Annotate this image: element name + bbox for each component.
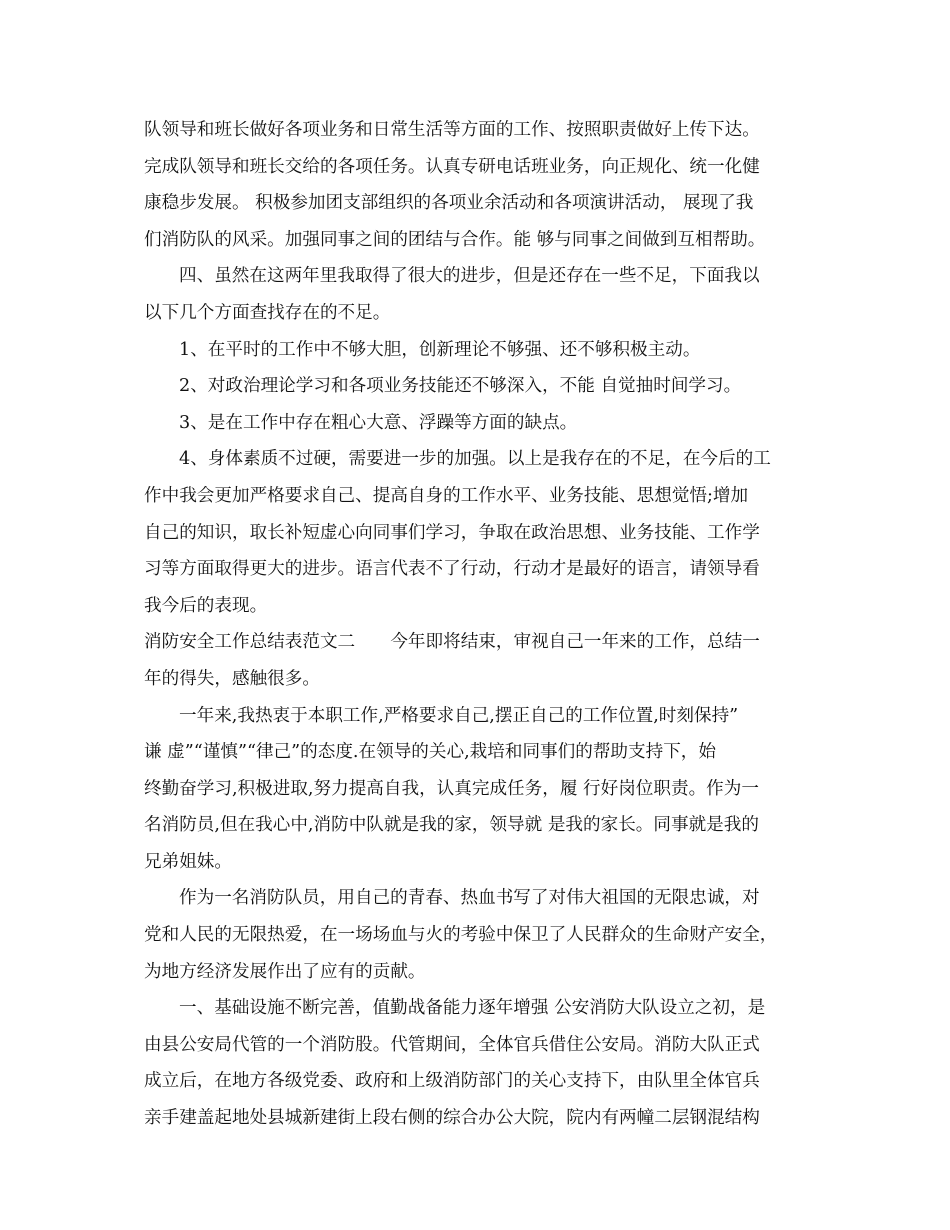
text-line: 队领导和班长做好各项业务和日常生活等方面的工作、按照职责做好上传下达。 <box>144 120 760 140</box>
text-line: 党和人民的无限热爱，在一场场血与火的考验中保卫了人民群众的生命财产安全， <box>144 925 778 946</box>
document-body <box>0 112 950 1137</box>
text-line: 一年来,我热衷于本职工作,严格要求自己,摆正自己的工作位置,时刻保持” <box>179 705 739 726</box>
text-line: 4、身体素质不过硬，需要进一步的加强。以上是我存在的不足，在今后的工 <box>179 449 771 470</box>
text-line: 们消防队的风采。加强同事之间的团结与合作。能 够与同事之间做到互相帮助。 <box>144 229 766 250</box>
text-line: 作为一名消防队员，用自己的青春、热血书写了对伟大祖国的无限忠诚，对 <box>179 888 760 909</box>
text-line: 四、虽然在这两年里我取得了很大的进步，但是还存在一些不足，下面我以 <box>179 266 760 287</box>
text-line: 习等方面取得更大的进步。语言代表不了行动，行动才是最好的语言，请领导看 <box>144 559 760 580</box>
text-line: 名消防员,但在我心中,消防中队就是我的家，领导就 是我的家长。同事就是我的 <box>144 815 759 836</box>
text-line: 为地方经济发展作出了应有的贡献。 <box>144 961 426 982</box>
text-line: 3、是在工作中存在粗心大意、浮躁等方面的缺点。 <box>179 412 578 433</box>
text-line: 成立后，在地方各级党委、政府和上级消防部门的关心支持下，由队里全体官兵 <box>144 1071 760 1092</box>
text-line: 由县公安局代管的一个消防股。代管期间，全体官兵借住公安局。消防大队正式 <box>144 1034 760 1055</box>
text-line: 终勤奋学习,积极进取,努力提高自我，认真完成任务，履 行好岗位职责。作为一 <box>144 778 759 799</box>
text-line: 谦 虚”“谨慎”“律己”的态度.在领导的关心,栽培和同事们的帮助支持下，始 <box>144 742 716 763</box>
text-line: 我今后的表现。 <box>144 595 268 616</box>
text-line: 亲手建盖起地处县城新建街上段右侧的综合办公大院，院内有两幢二层钢混结构 <box>144 1108 760 1129</box>
text-line: 2、对政治理论学习和各项业务技能还不够深入，不能 自觉抽时间学习。 <box>179 376 742 397</box>
text-line: 消防安全工作总结表范文二 今年即将结束，审视自己一年来的工作，总结一 <box>144 632 760 653</box>
text-line: 一、基础设施不断完善，值勤战备能力逐年增强 公安消防大队设立之初，是 <box>179 998 766 1019</box>
text-line: 兄弟姐妹。 <box>144 851 232 872</box>
text-line: 自己的知识，取长补短虚心向同事们学习，争取在政治思想、业务技能、工作学 <box>144 522 760 543</box>
text-line: 年的得失，感触很多。 <box>144 668 320 689</box>
text-line: 以下几个方面查找存在的不足。 <box>144 302 391 323</box>
text-line: 作中我会更加严格要求自己、提高自身的工作水平、业务技能、思想觉悟;增加 <box>144 485 749 506</box>
text-line: 1、在平时的工作中不够大胆，创新理论不够强、还不够积极主动。 <box>179 339 701 360</box>
text-line: 康稳步发展。 积极参加团支部组织的各项业余活动和各项演讲活动， 展现了我 <box>144 193 754 214</box>
text-line: 完成队领导和班长交给的各项任务。认真专研电话班业务，向正规化、统一化健 <box>144 156 760 177</box>
